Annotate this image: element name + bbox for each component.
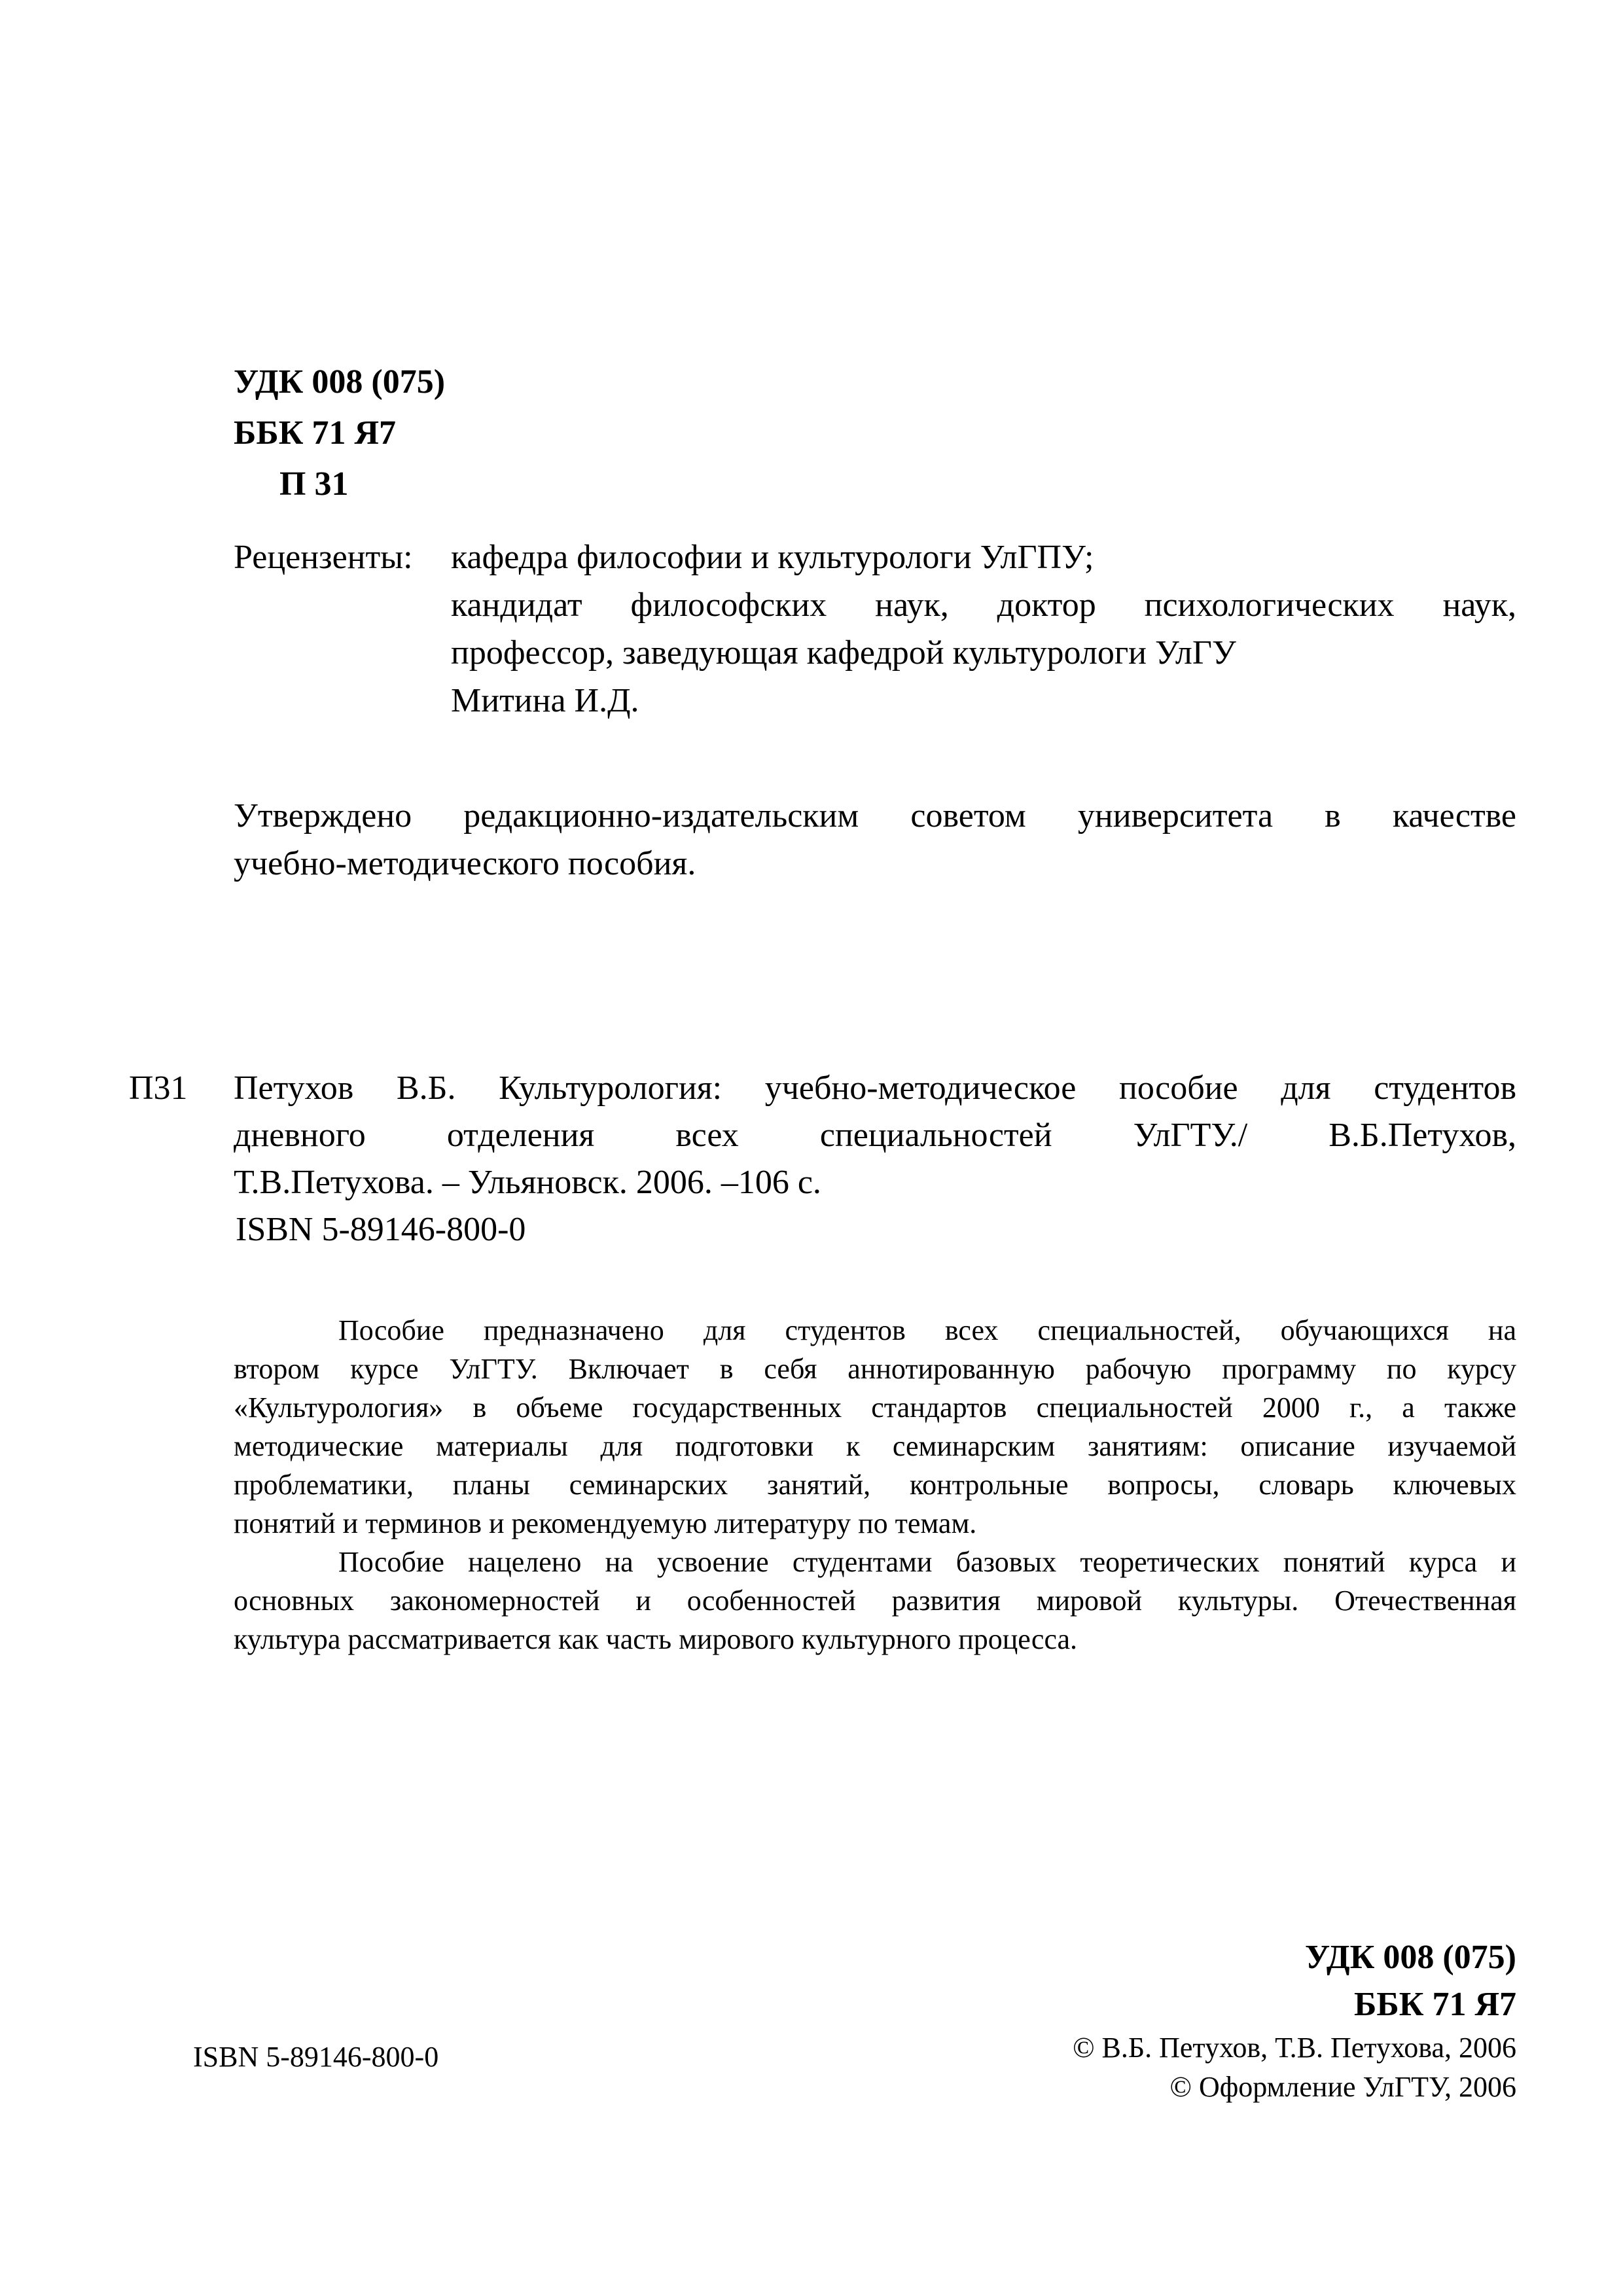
footer-udk: УДК 008 (075) bbox=[1304, 1939, 1516, 1976]
abstract bbox=[234, 1311, 1516, 1659]
approval-line: Утверждено редакционно-издательским советом университета в качестве bbox=[234, 797, 1516, 834]
udk-code: УДК 008 (075) bbox=[234, 363, 446, 401]
reviewers-section bbox=[234, 533, 1516, 725]
approval-statement bbox=[234, 792, 1516, 888]
abstract-line: втором курсе УлГТУ. Включает в себя аннотированную рабочую программу по курсу bbox=[234, 1353, 1516, 1385]
abstract-line: культура рассматривается как часть мирового культурного процесса. bbox=[234, 1623, 1078, 1655]
abstract-line: проблематики, планы семинарских занятий, контрольные вопросы, словарь ключевых bbox=[234, 1469, 1516, 1501]
reviewer-line: Митина И.Д. bbox=[451, 682, 639, 719]
footer-bbk: ББК 71 Я7 bbox=[1353, 1986, 1516, 2023]
approval-line: учебно-методического пособия. bbox=[234, 845, 696, 882]
abstract-line: понятий и терминов и рекомендуемую литературу по темам. bbox=[234, 1507, 977, 1539]
bibliographic-description bbox=[234, 1065, 1516, 1253]
reviewer-line: кафедра философии и культурологи УлГПУ; bbox=[451, 539, 1094, 576]
bbk-code: ББК 71 Я7 bbox=[234, 414, 397, 452]
reviewers-list bbox=[451, 533, 1516, 725]
reviewers-label: Рецензенты: bbox=[234, 539, 413, 576]
footer-isbn: ISBN 5-89146-800-0 bbox=[193, 2041, 439, 2073]
biblio-line: Т.В.Петухова. – Ульяновск. 2006. –106 с. bbox=[234, 1164, 821, 1201]
copyright-design: © Оформление УлГТУ, 2006 bbox=[1169, 2071, 1516, 2103]
abstract-line: «Культурология» в объеме государственных стандартов специальностей 2000 г., а также bbox=[234, 1391, 1516, 1424]
abstract-line: методические материалы для подготовки к семинарским занятиям: описание изучаемой bbox=[234, 1430, 1516, 1462]
biblio-line: Петухов В.Б. Культурология: учебно-методическое пособие для студентов bbox=[234, 1069, 1516, 1107]
biblio-line: дневного отделения всех специальностей УлГТУ./ В.Б.Петухов, bbox=[234, 1117, 1516, 1154]
reviewer-line: профессор, заведующая кафедрой культурологи УлГУ bbox=[451, 634, 1236, 672]
reviewer-line: кандидат философских наук, доктор психологических наук, bbox=[451, 586, 1516, 624]
footer-imprint bbox=[1073, 1934, 1516, 2107]
abstract-line: Пособие нацелено на усвоение студентами базовых теоретических понятий курса и bbox=[338, 1546, 1516, 1578]
author-mark: П 31 bbox=[279, 465, 349, 503]
bibliographic-record bbox=[129, 1065, 1516, 1253]
catalog-code: П31 bbox=[129, 1069, 188, 1107]
copyright-authors: © В.Б. Петухов, Т.В. Петухова, 2006 bbox=[1073, 2032, 1516, 2064]
isbn: ISBN 5-89146-800-0 bbox=[236, 1211, 526, 1248]
abstract-line: Пособие предназначено для студентов всех специальностей, обучающихся на bbox=[338, 1314, 1516, 1346]
classification-header bbox=[234, 357, 445, 510]
abstract-line: основных закономерностей и особенностей развития мировой культуры. Отечественная bbox=[234, 1585, 1516, 1617]
